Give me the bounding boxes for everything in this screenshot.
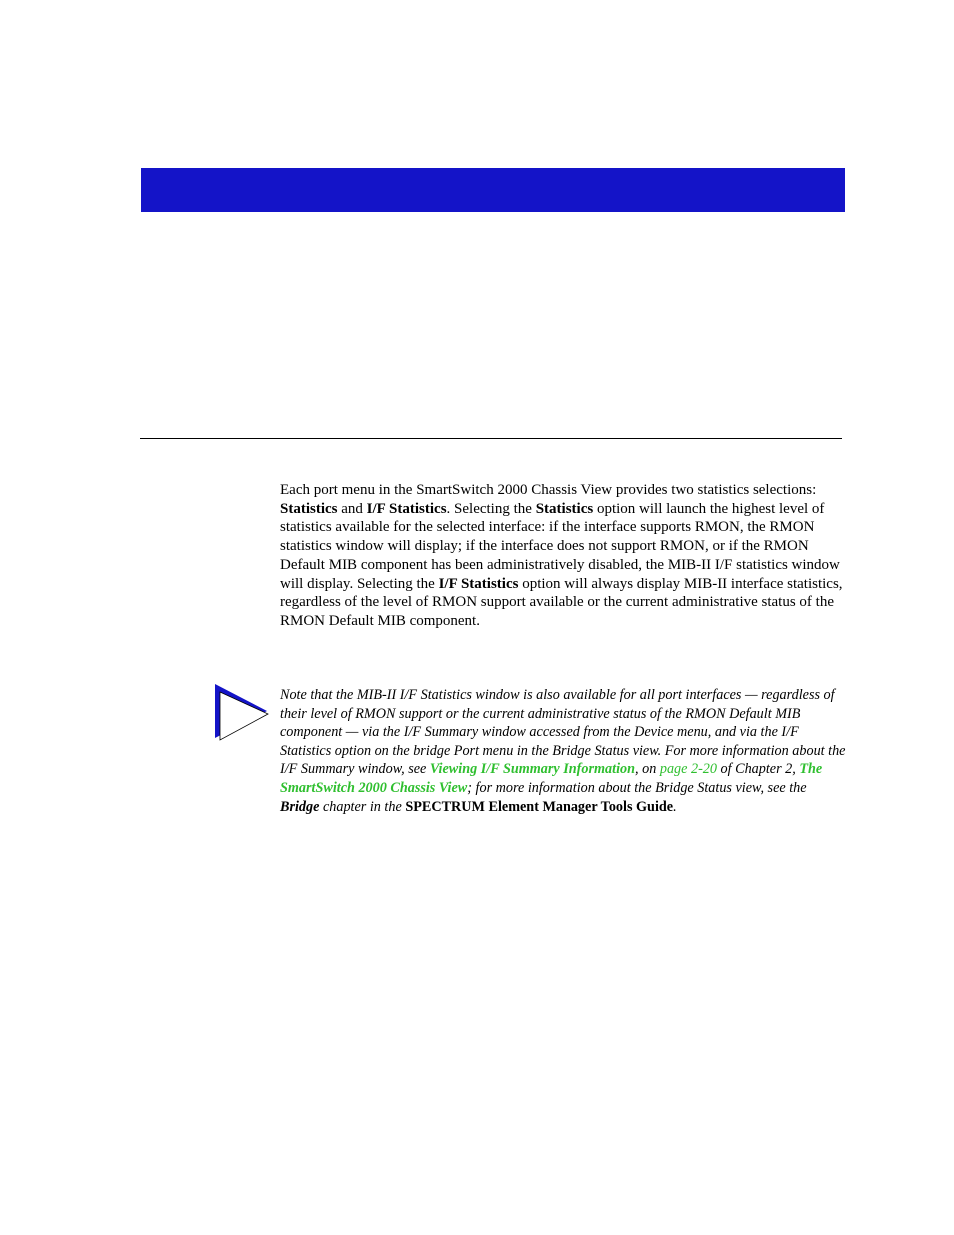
statistics-term-2: Statistics xyxy=(535,500,594,517)
note-paragraph xyxy=(280,686,846,816)
chapter-header-bar xyxy=(141,168,845,212)
note-text-4: ; for more information about the Bridge Status view, see the xyxy=(467,779,807,796)
section-divider xyxy=(140,438,842,439)
body-text-4: option will launch the highest level of statistics available for the selected interface: if the interface supports RMON, the RMON statistics window will display; if the interface does not support RMON, or if the RMON Default MIB component has been administratively disabled, the MIB-II I/F statistics window will display. Selecting the xyxy=(280,500,840,592)
body-text-5: option will always display MIB-II interface statistics, regardless of the level of RMON support available or the current administrative status of the RMON Default MIB component. xyxy=(280,575,843,629)
note-text-5: chapter in the xyxy=(319,798,406,815)
chassis-view-link[interactable]: The SmartSwitch 2000 Chassis View xyxy=(280,761,823,796)
body-text-2: and xyxy=(337,500,367,517)
note-text-2: , on xyxy=(635,761,660,778)
note-text-6: . xyxy=(673,798,677,815)
body-text-3: . Selecting the xyxy=(446,500,536,517)
page-reference-link[interactable]: page 2-20 xyxy=(659,761,717,778)
if-statistics-term-2: I/F Statistics xyxy=(438,575,519,592)
note-text-1: Note that the MIB-II I/F Statistics window is also available for all port interfaces — regardless of their level of RMON support or the current administrative status of the RMON Default MIB component — via the I/F Summary window accessed from the Device menu, and via the I/F Statistics option on the bridge Port menu in the Bridge Status view. For more information about the I/F Summary window, see xyxy=(280,687,846,778)
body-paragraph xyxy=(280,481,846,631)
note-text-3: of Chapter 2, xyxy=(716,761,800,778)
statistics-term: Statistics xyxy=(280,500,338,517)
viewing-if-summary-link[interactable]: Viewing I/F Summary Information xyxy=(429,761,636,778)
if-statistics-term: I/F Statistics xyxy=(366,500,447,517)
note-triangle-icon xyxy=(213,684,271,742)
tools-guide-title: SPECTRUM Element Manager Tools Guide xyxy=(405,798,674,815)
body-text-1: Each port menu in the SmartSwitch 2000 Chassis View provides two statistics selections: xyxy=(280,482,817,498)
bridge-term: Bridge xyxy=(280,798,320,815)
